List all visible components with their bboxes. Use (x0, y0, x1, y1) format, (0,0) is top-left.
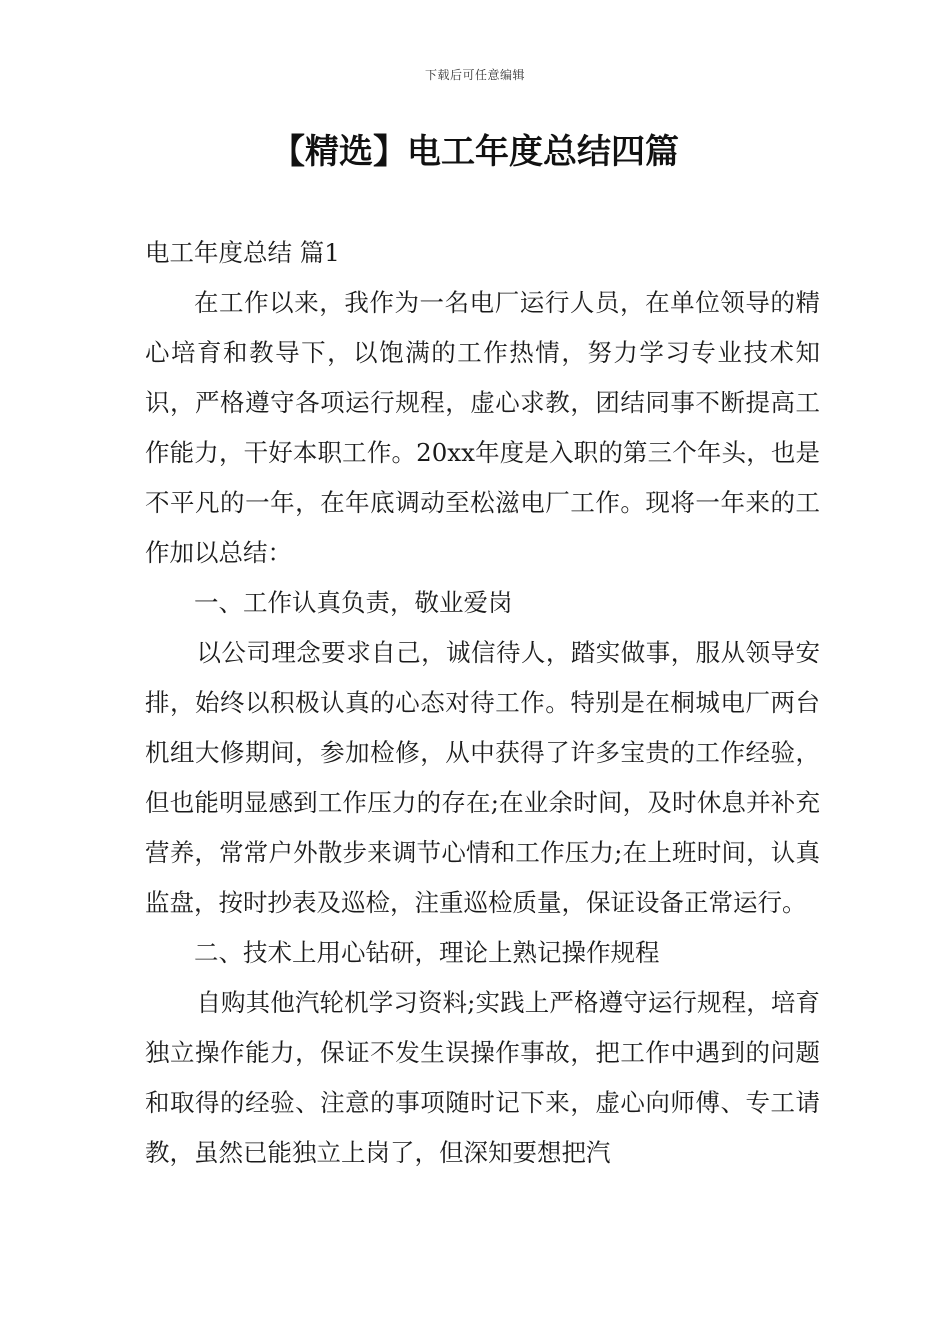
section-heading: 电工年度总结 篇1 (145, 238, 340, 267)
document-body (145, 228, 820, 1178)
paragraph-work-attitude: 以公司理念要求自己，诚信待人，踏实做事，服从领导安排，始终以积极认真的心态对待工作。特别是在桐城电厂两台机组大修期间，参加检修，从中获得了许多宝贵的工作经验，但也能明显感到工作压力的存在;在业余时间，及时休息并补充营养，常常户外散步来调节心情和工作压力;在上班时间，认真监盘，按时抄表及巡检，注重巡检质量，保证设备正常运行。 (145, 638, 820, 917)
subheading-1: 一、工作认真负责，敬业爱岗 (194, 588, 513, 617)
subheading-2: 二、技术上用心钻研，理论上熟记操作规程 (194, 938, 660, 967)
document-title: 【精选】电工年度总结四篇 (271, 132, 679, 172)
paragraph-intro: 在工作以来，我作为一名电厂运行人员，在单位领导的精心培育和教导下，以饱满的工作热情，努力学习专业技术知识，严格遵守各项运行规程，虚心求教，团结同事不断提高工作能力，干好本职工作。20xx年度是入职的第三个年头，也是不平凡的一年，在年底调动至松滋电厂工作。现将一年来的工作加以总结： (145, 288, 820, 567)
header-note: 下载后可任意编辑 (424, 68, 525, 82)
paragraph-technical-study: 自购其他汽轮机学习资料;实践上严格遵守运行规程，培育独立操作能力，保证不发生误操作事故，把工作中遇到的问题和取得的经验、注意的事项随时记下来，虚心向师傅、专工请教，虽然已能独立上岗了，但深知要想把汽 (145, 988, 820, 1167)
